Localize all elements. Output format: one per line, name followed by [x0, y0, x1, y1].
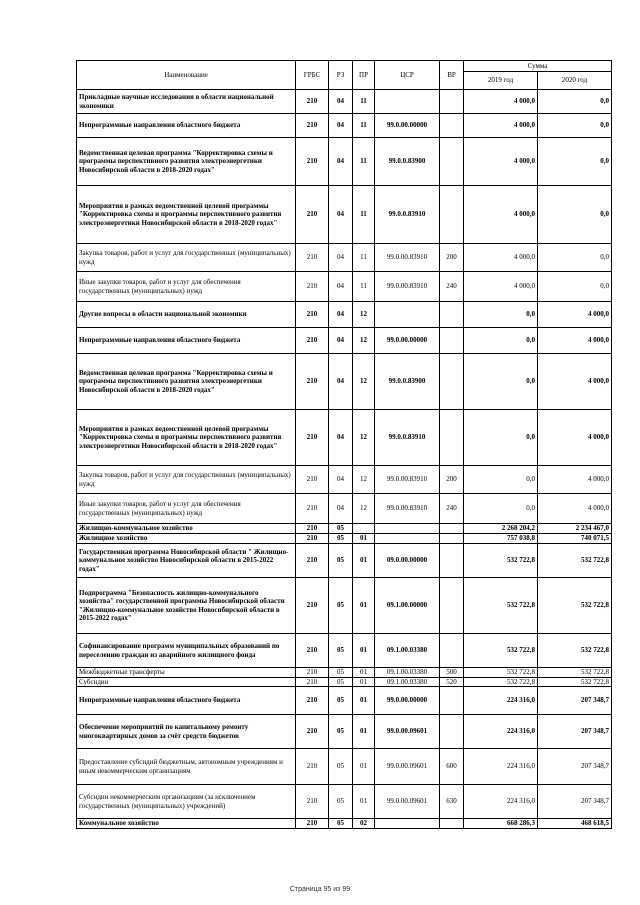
row-pr: 01 — [353, 785, 375, 819]
row-sum-2019: 4 000,0 — [464, 90, 538, 114]
row-name: Иные закупки товаров, работ и услуг для обеспечения государственных (муниципальных) нужд — [77, 494, 296, 524]
table-row — [77, 494, 612, 524]
row-grbs: 210 — [296, 524, 329, 534]
row-csr — [375, 90, 440, 114]
row-rz: 05 — [329, 668, 353, 678]
row-sum-2019: 224 316,0 — [464, 785, 538, 819]
row-sum-2019: 0,0 — [464, 302, 538, 328]
header-name: Наименование — [77, 61, 296, 90]
row-vr — [440, 819, 464, 829]
row-grbs: 210 — [296, 687, 329, 715]
row-sum-2019: 532 722,8 — [464, 578, 538, 634]
row-vr: 240 — [440, 272, 464, 302]
table-row — [77, 749, 612, 785]
row-rz: 05 — [329, 578, 353, 634]
row-vr — [440, 534, 464, 544]
row-pr: 12 — [353, 494, 375, 524]
row-vr — [440, 90, 464, 114]
table-row — [77, 354, 612, 410]
row-grbs: 210 — [296, 634, 329, 668]
row-sum-2020: 468 618,5 — [538, 819, 612, 829]
row-name: Обеспечение мероприятий по капитальному ремонту многоквартирных домов за счёт средств бюджетов — [77, 715, 296, 749]
row-grbs: 210 — [296, 785, 329, 819]
row-csr — [375, 819, 440, 829]
row-sum-2020: 207 348,7 — [538, 749, 612, 785]
row-vr — [440, 354, 464, 410]
table-row — [77, 302, 612, 328]
row-csr: 09.1.00.03380 — [375, 668, 440, 678]
row-sum-2020: 0,0 — [538, 114, 612, 138]
row-name: Жилищно-коммунальное хозяйство — [77, 524, 296, 534]
row-csr — [375, 534, 440, 544]
row-sum-2019: 0,0 — [464, 354, 538, 410]
row-rz: 05 — [329, 819, 353, 829]
row-sum-2020: 4 000,0 — [538, 494, 612, 524]
row-pr: 12 — [353, 410, 375, 466]
row-grbs: 210 — [296, 749, 329, 785]
row-vr: 520 — [440, 677, 464, 687]
header-2019: 2019 год — [464, 72, 538, 90]
row-rz: 05 — [329, 534, 353, 544]
row-sum-2019: 532 722,8 — [464, 544, 538, 578]
row-vr — [440, 186, 464, 244]
table-row — [77, 578, 612, 634]
row-grbs: 210 — [296, 244, 329, 272]
row-csr: 99.0.00.83910 — [375, 244, 440, 272]
row-rz: 04 — [329, 328, 353, 354]
row-grbs: 210 — [296, 302, 329, 328]
table-row — [77, 272, 612, 302]
row-grbs: 210 — [296, 544, 329, 578]
row-pr: 11 — [353, 138, 375, 186]
table-row — [77, 186, 612, 244]
row-sum-2020: 532 722,8 — [538, 578, 612, 634]
row-sum-2019: 532 722,8 — [464, 634, 538, 668]
row-name: Непрограммные направления областного бюджета — [77, 687, 296, 715]
row-name: Коммунальное хозяйство — [77, 819, 296, 829]
row-name: Межбюджетные трансферты — [77, 668, 296, 678]
row-pr: 11 — [353, 90, 375, 114]
row-name: Ведомственная целевая программа "Корректировка схемы и программы перспективного развития электроэнергетики Новосибирской области в 2018-2020 годах" — [77, 354, 296, 410]
row-vr: 240 — [440, 494, 464, 524]
row-sum-2020: 0,0 — [538, 186, 612, 244]
row-rz: 04 — [329, 138, 353, 186]
row-name: Закупка товаров, работ и услуг для государственных (муниципальных) нужд — [77, 466, 296, 494]
table-row — [77, 524, 612, 534]
row-rz: 05 — [329, 687, 353, 715]
row-csr: 99.0.00.09601 — [375, 785, 440, 819]
row-vr — [440, 687, 464, 715]
header-grbs: ГРБС — [296, 61, 329, 90]
row-sum-2019: 532 722,8 — [464, 668, 538, 678]
row-sum-2019: 4 000,0 — [464, 272, 538, 302]
row-sum-2020: 532 722,8 — [538, 677, 612, 687]
row-name: Иные закупки товаров, работ и услуг для обеспечения государственных (муниципальных) нужд — [77, 272, 296, 302]
row-rz: 05 — [329, 715, 353, 749]
row-grbs: 210 — [296, 578, 329, 634]
row-name: Прикладные научные исследования в области национальной экономики — [77, 90, 296, 114]
row-vr — [440, 544, 464, 578]
row-pr: 01 — [353, 578, 375, 634]
row-csr: 09.0.00.00000 — [375, 544, 440, 578]
row-rz: 04 — [329, 302, 353, 328]
budget-sheet — [76, 60, 611, 829]
row-csr — [375, 524, 440, 534]
row-rz: 04 — [329, 466, 353, 494]
row-sum-2019: 0,0 — [464, 494, 538, 524]
row-sum-2019: 757 038,8 — [464, 534, 538, 544]
row-grbs: 210 — [296, 668, 329, 678]
row-rz: 04 — [329, 354, 353, 410]
row-grbs: 210 — [296, 410, 329, 466]
row-rz: 04 — [329, 494, 353, 524]
row-csr: 09.1.00.03380 — [375, 677, 440, 687]
row-sum-2019: 4 000,0 — [464, 186, 538, 244]
row-pr: 11 — [353, 272, 375, 302]
row-sum-2020: 740 071,5 — [538, 534, 612, 544]
row-pr: 01 — [353, 677, 375, 687]
row-sum-2019: 4 000,0 — [464, 244, 538, 272]
table-row — [77, 466, 612, 494]
table-row — [77, 785, 612, 819]
row-sum-2020: 4 000,0 — [538, 328, 612, 354]
row-rz: 05 — [329, 544, 353, 578]
row-name: Другие вопросы в области национальной экономики — [77, 302, 296, 328]
row-vr: 200 — [440, 244, 464, 272]
row-sum-2019: 0,0 — [464, 466, 538, 494]
table-row — [77, 677, 612, 687]
row-name: Мероприятия в рамках ведомственной целевой программы "Корректировка схемы и программы перспективного развития электроэнергетики Новосибирской области в 2018-2020 годах" — [77, 186, 296, 244]
row-pr: 01 — [353, 668, 375, 678]
row-grbs: 210 — [296, 186, 329, 244]
row-pr: 11 — [353, 244, 375, 272]
row-sum-2020: 2 234 467,0 — [538, 524, 612, 534]
row-name: Непрограммные направления областного бюджета — [77, 114, 296, 138]
row-sum-2019: 2 268 204,2 — [464, 524, 538, 534]
row-vr: 630 — [440, 785, 464, 819]
row-csr: 99.0.0.83910 — [375, 186, 440, 244]
header-sum: Сумма — [464, 61, 612, 72]
row-vr — [440, 302, 464, 328]
row-pr — [353, 524, 375, 534]
table-row — [77, 114, 612, 138]
row-vr — [440, 114, 464, 138]
row-sum-2019: 224 316,0 — [464, 687, 538, 715]
row-vr: 200 — [440, 466, 464, 494]
row-grbs: 210 — [296, 715, 329, 749]
row-sum-2020: 4 000,0 — [538, 354, 612, 410]
row-sum-2019: 0,0 — [464, 328, 538, 354]
row-sum-2019: 0,0 — [464, 410, 538, 466]
table-row — [77, 544, 612, 578]
row-sum-2019: 4 000,0 — [464, 138, 538, 186]
row-name: Мероприятия в рамках ведомственной целевой программы "Корректировка схемы и программы перспективного развития электроэнергетики Новосибирской области в 2018-2020 годах" — [77, 410, 296, 466]
row-csr: 99.0.00.09601 — [375, 749, 440, 785]
row-vr — [440, 524, 464, 534]
row-grbs: 210 — [296, 494, 329, 524]
row-rz: 04 — [329, 410, 353, 466]
row-vr: 600 — [440, 749, 464, 785]
row-name: Ведомственная целевая программа "Корректировка схемы и программы перспективного развития электроэнергетики Новосибирской области в 2018-2020 годах" — [77, 138, 296, 186]
header-vr: ВР — [440, 61, 464, 90]
row-sum-2019: 224 316,0 — [464, 749, 538, 785]
row-grbs: 210 — [296, 114, 329, 138]
row-name: Подпрограмма "Безопасность жилищно-коммунального хозяйства" государственной программы Новосибирской области "Жилищно-коммунальное хозяйство Новосибирской области в 2015-2022 годах" — [77, 578, 296, 634]
row-grbs: 210 — [296, 677, 329, 687]
row-grbs: 210 — [296, 354, 329, 410]
row-vr: 500 — [440, 668, 464, 678]
row-csr: 99.0.00.00000 — [375, 687, 440, 715]
row-vr — [440, 715, 464, 749]
row-vr — [440, 578, 464, 634]
row-pr: 12 — [353, 354, 375, 410]
row-csr: 99.0.0.83910 — [375, 410, 440, 466]
row-csr: 09.1.00.00000 — [375, 578, 440, 634]
row-grbs: 210 — [296, 819, 329, 829]
row-sum-2020: 532 722,8 — [538, 634, 612, 668]
table-row — [77, 534, 612, 544]
row-csr: 09.1.00.03380 — [375, 634, 440, 668]
row-sum-2020: 0,0 — [538, 244, 612, 272]
row-csr: 99.0.0.83900 — [375, 354, 440, 410]
table-row — [77, 328, 612, 354]
row-csr: 99.0.00.00000 — [375, 328, 440, 354]
row-sum-2020: 0,0 — [538, 138, 612, 186]
row-pr: 01 — [353, 715, 375, 749]
row-pr: 01 — [353, 687, 375, 715]
row-vr — [440, 138, 464, 186]
header-rz: РЗ — [329, 61, 353, 90]
row-name: Софинансирование программ муниципальных образований по переселению граждан из аварийного жилищного фонда — [77, 634, 296, 668]
row-name: Субсидии некоммерческим организациям (за исключением государственных (муниципальных) учреждений) — [77, 785, 296, 819]
row-name: Предоставление субсидий бюджетным, автономным учреждениям и иным некоммерческим организациям — [77, 749, 296, 785]
table-body — [77, 90, 612, 829]
table-row — [77, 668, 612, 678]
row-sum-2020: 207 348,7 — [538, 785, 612, 819]
header-2020: 2020 год — [538, 72, 612, 90]
row-pr: 11 — [353, 114, 375, 138]
row-grbs: 210 — [296, 272, 329, 302]
table-row — [77, 90, 612, 114]
row-name: Субсидии — [77, 677, 296, 687]
row-vr — [440, 634, 464, 668]
row-name: Государственная программа Новосибирской области " Жилищно-коммунальное хозяйство Новосибирской области в 2015-2022 годах" — [77, 544, 296, 578]
row-sum-2020: 207 348,7 — [538, 715, 612, 749]
budget-table — [76, 60, 612, 829]
row-rz: 05 — [329, 749, 353, 785]
row-pr: 02 — [353, 819, 375, 829]
row-pr: 11 — [353, 186, 375, 244]
row-rz: 05 — [329, 677, 353, 687]
row-pr: 12 — [353, 302, 375, 328]
row-csr: 99.0.00.83910 — [375, 466, 440, 494]
row-sum-2019: 4 000,0 — [464, 114, 538, 138]
row-rz: 04 — [329, 114, 353, 138]
row-rz: 05 — [329, 634, 353, 668]
row-csr: 99.0.00.00000 — [375, 114, 440, 138]
row-sum-2020: 207 348,7 — [538, 687, 612, 715]
row-vr — [440, 410, 464, 466]
row-sum-2020: 532 722,8 — [538, 668, 612, 678]
row-name: Жилищное хозяйство — [77, 534, 296, 544]
row-csr: 99.0.00.09601 — [375, 715, 440, 749]
row-grbs: 210 — [296, 328, 329, 354]
table-row — [77, 634, 612, 668]
row-name: Закупка товаров, работ и услуг для государственных (муниципальных) нужд — [77, 244, 296, 272]
row-sum-2020: 4 000,0 — [538, 410, 612, 466]
row-sum-2020: 4 000,0 — [538, 302, 612, 328]
row-csr: 99.0.0.83900 — [375, 138, 440, 186]
row-sum-2019: 532 722,8 — [464, 677, 538, 687]
row-grbs: 210 — [296, 138, 329, 186]
row-rz: 05 — [329, 785, 353, 819]
header-csr: ЦСР — [375, 61, 440, 90]
table-row — [77, 819, 612, 829]
row-name: Непрограммные направления областного бюджета — [77, 328, 296, 354]
table-row — [77, 715, 612, 749]
row-grbs: 210 — [296, 466, 329, 494]
header-pr: ПР — [353, 61, 375, 90]
table-row — [77, 138, 612, 186]
row-sum-2020: 532 722,8 — [538, 544, 612, 578]
row-rz: 04 — [329, 244, 353, 272]
row-sum-2019: 668 286,3 — [464, 819, 538, 829]
row-sum-2020: 0,0 — [538, 90, 612, 114]
row-pr: 01 — [353, 544, 375, 578]
row-grbs: 210 — [296, 534, 329, 544]
row-rz: 04 — [329, 90, 353, 114]
row-vr — [440, 328, 464, 354]
row-pr: 01 — [353, 749, 375, 785]
row-rz: 04 — [329, 186, 353, 244]
row-csr: 99.0.00.83910 — [375, 494, 440, 524]
row-pr: 01 — [353, 534, 375, 544]
row-grbs: 210 — [296, 90, 329, 114]
row-rz: 05 — [329, 524, 353, 534]
table-row — [77, 410, 612, 466]
row-csr: 99.0.00.83910 — [375, 272, 440, 302]
row-rz: 04 — [329, 272, 353, 302]
row-pr: 12 — [353, 466, 375, 494]
row-pr: 01 — [353, 634, 375, 668]
row-sum-2019: 224 316,0 — [464, 715, 538, 749]
table-row — [77, 687, 612, 715]
row-sum-2020: 4 000,0 — [538, 466, 612, 494]
page-footer: Страница 95 из 99 — [289, 886, 351, 893]
row-pr: 12 — [353, 328, 375, 354]
row-sum-2020: 0,0 — [538, 272, 612, 302]
row-csr — [375, 302, 440, 328]
table-row — [77, 244, 612, 272]
